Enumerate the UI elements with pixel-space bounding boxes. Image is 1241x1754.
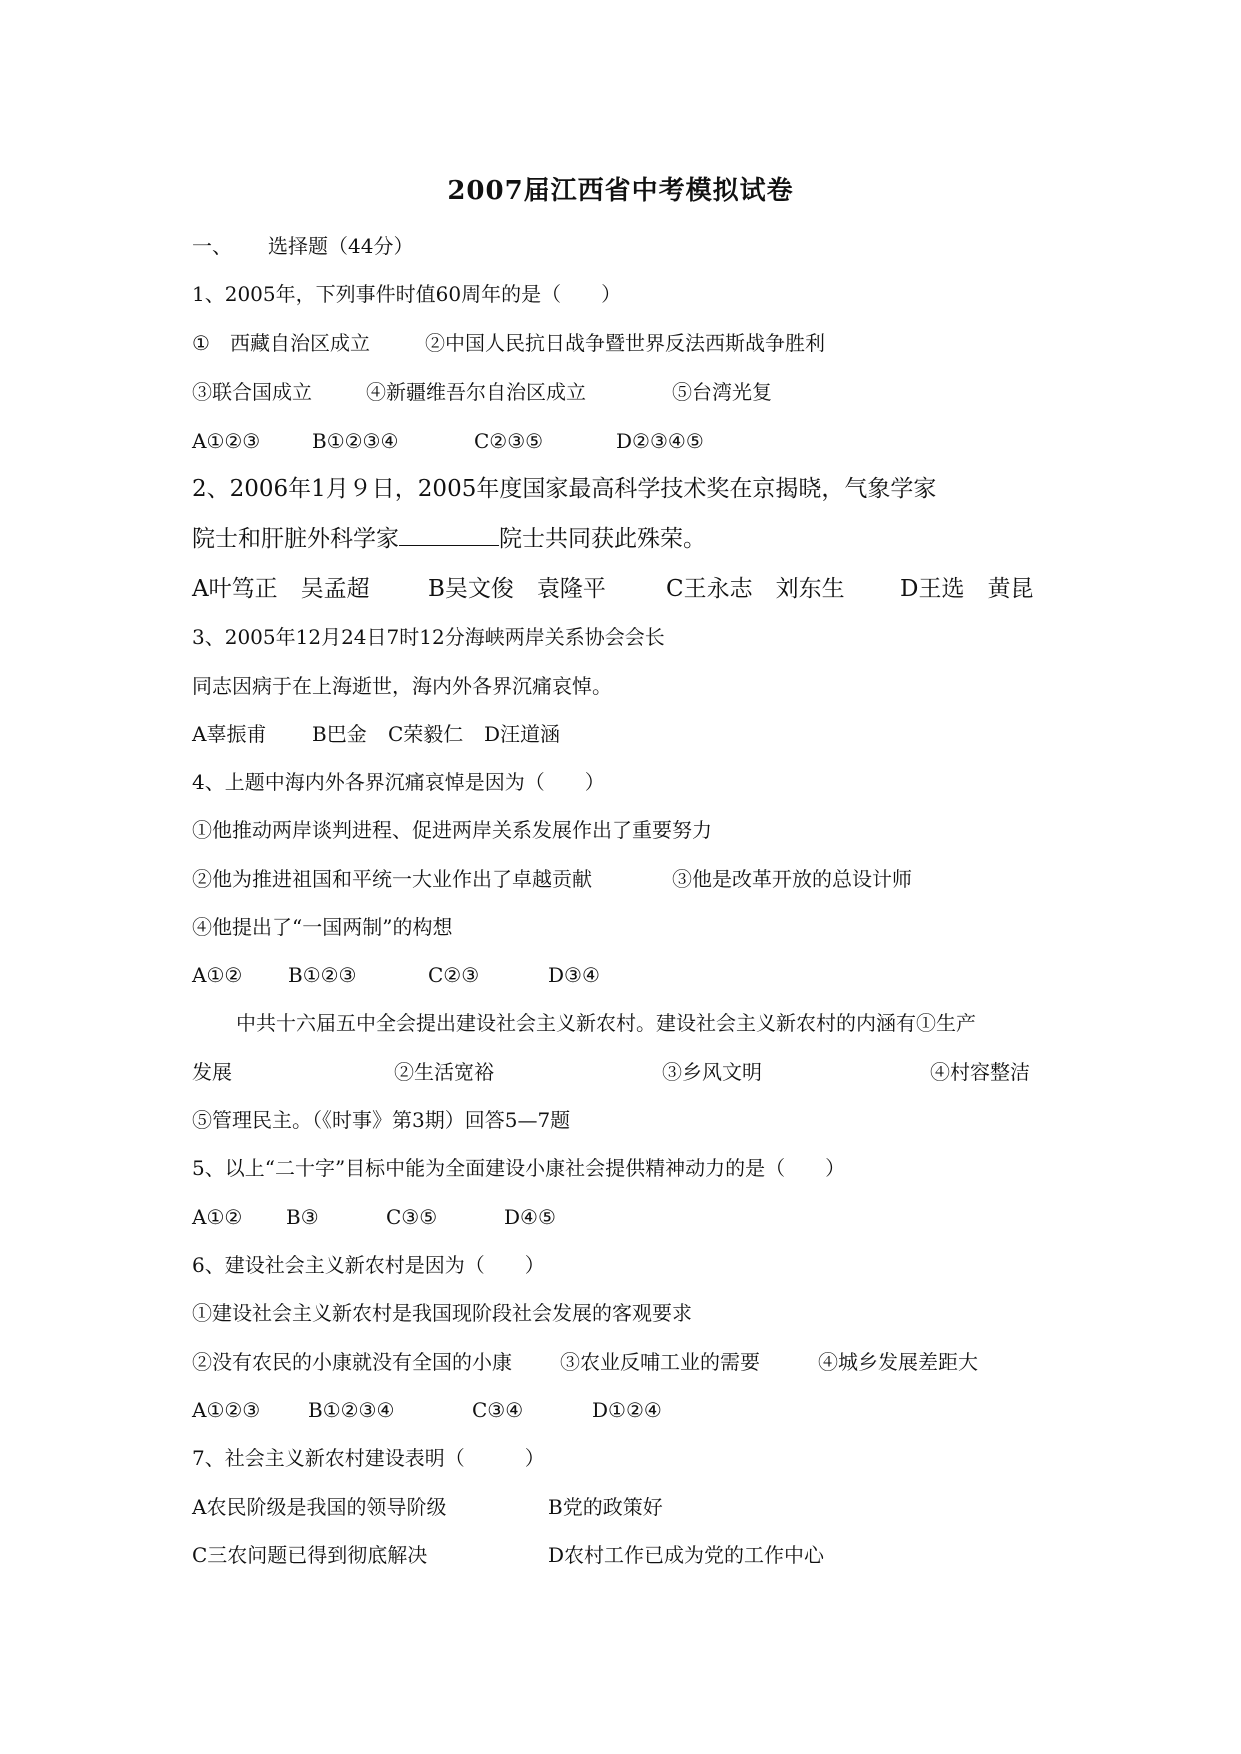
q1-option-3: ③联合国成立	[192, 380, 312, 404]
q3-stem: 3、2005年12月24日7时12分海峡两岸关系协会会长	[192, 625, 665, 649]
q6-choice-b: B①②③④	[308, 1398, 395, 1422]
q5-choice-d: D④⑤	[504, 1205, 556, 1229]
q1-option-1: 西藏自治区成立	[230, 331, 370, 355]
q6-choice-a: A①②③	[192, 1398, 261, 1422]
q2-choice-b: B吴文俊 袁隆平	[428, 576, 606, 602]
q6-option-4: ④城乡发展差距大	[818, 1350, 978, 1374]
q4-choice-c: C②③	[428, 963, 480, 987]
q4-option-4: ④他提出了“一国两制”的构想	[192, 915, 453, 939]
q6-option-2: ②没有农民的小康就没有全国的小康	[192, 1350, 512, 1374]
passage-item-3: ③乡风文明	[662, 1060, 762, 1084]
q4-option-3: ③他是改革开放的总设计师	[672, 867, 912, 891]
q1-choice-d: D②③④⑤	[616, 429, 704, 453]
q7-stem: 7、社会主义新农村建设表明（ ）	[192, 1446, 545, 1470]
q6-option-3: ③农业反哺工业的需要	[560, 1350, 760, 1374]
q5-choice-a: A①②	[192, 1205, 243, 1229]
q7-choice-b: B党的政策好	[548, 1495, 663, 1519]
q5-choice-b: B③	[286, 1205, 319, 1229]
q3-choice-c: C荣毅仁	[388, 722, 464, 746]
q6-choice-d: D①②④	[592, 1398, 662, 1422]
q2-stem: 2、2006年1月９日，2005年度国家最高科学技术奖在京揭晓，气象学家	[192, 476, 937, 502]
q2-answer-blank	[399, 525, 499, 546]
q3-choice-b: B巴金	[312, 722, 367, 746]
q4-choice-a: A①②	[192, 963, 243, 987]
q3-line-2: 同志因病于在上海逝世，海内外各界沉痛哀悼。	[192, 674, 612, 698]
q3-choice-d: D汪道涵	[484, 722, 561, 746]
passage-item-4: ④村容整洁	[930, 1060, 1030, 1084]
section-number: 一、	[192, 234, 232, 258]
q2-line-2-end: 院士共同获此殊荣。	[499, 526, 706, 552]
passage-line-1: 中共十六届五中全会提出建设社会主义新农村。建设社会主义新农村的内涵有①生产	[236, 1011, 976, 1035]
q6-option-1: ①建设社会主义新农村是我国现阶段社会发展的客观要求	[192, 1301, 692, 1325]
section-label: 选择题（44分）	[268, 234, 414, 258]
q1-option-1-marker: ①	[192, 331, 210, 355]
q1-choice-c: C②③⑤	[474, 429, 544, 453]
q5-choice-c: C③⑤	[386, 1205, 438, 1229]
passage-line-3: ⑤管理民主。（《时事》第3期）回答5—7题	[192, 1108, 571, 1132]
q2-line-2	[192, 525, 706, 553]
q2-choice-a: A叶笃正 吴孟超	[192, 576, 370, 602]
q1-option-5: ⑤台湾光复	[672, 380, 772, 404]
q4-option-1: ①他推动两岸谈判进程、促进两岸关系发展作出了重要努力	[192, 818, 712, 842]
q4-stem: 4、上题中海内外各界沉痛哀悼是因为（ ）	[192, 770, 605, 794]
q1-stem: 1、2005年，下列事件时值60周年的是（ ）	[192, 282, 622, 306]
page-title: 2007届江西省中考模拟试卷	[447, 176, 794, 206]
q6-stem: 6、建设社会主义新农村是因为（ ）	[192, 1253, 545, 1277]
q2-choice-c: C王永志 刘东生	[666, 576, 845, 602]
q7-choice-d: D农村工作已成为党的工作中心	[548, 1543, 825, 1567]
q4-option-2: ②他为推进祖国和平统一大业作出了卓越贡献	[192, 867, 592, 891]
q4-choice-d: D③④	[548, 963, 600, 987]
q3-choice-a: A辜振甫	[192, 722, 267, 746]
q1-option-4: ④新疆维吾尔自治区成立	[366, 380, 586, 404]
q1-option-2: ②中国人民抗日战争暨世界反法西斯战争胜利	[425, 331, 825, 355]
q7-choice-a: A农民阶级是我国的领导阶级	[192, 1495, 447, 1519]
passage-item-1-end: 发展	[192, 1060, 232, 1084]
q2-choice-d: D王选 黄昆	[900, 576, 1034, 602]
q2-line-2-start: 院士和肝脏外科学家	[192, 526, 399, 552]
q1-choice-a: A①②③	[192, 429, 261, 453]
q4-choice-b: B①②③	[288, 963, 357, 987]
q6-choice-c: C③④	[472, 1398, 524, 1422]
passage-item-2: ②生活宽裕	[394, 1060, 494, 1084]
q1-choice-b: B①②③④	[312, 429, 399, 453]
q7-choice-c: C三农问题已得到彻底解决	[192, 1543, 428, 1567]
q5-stem: 5、以上“二十字”目标中能为全面建设小康社会提供精神动力的是（ ）	[192, 1156, 846, 1180]
